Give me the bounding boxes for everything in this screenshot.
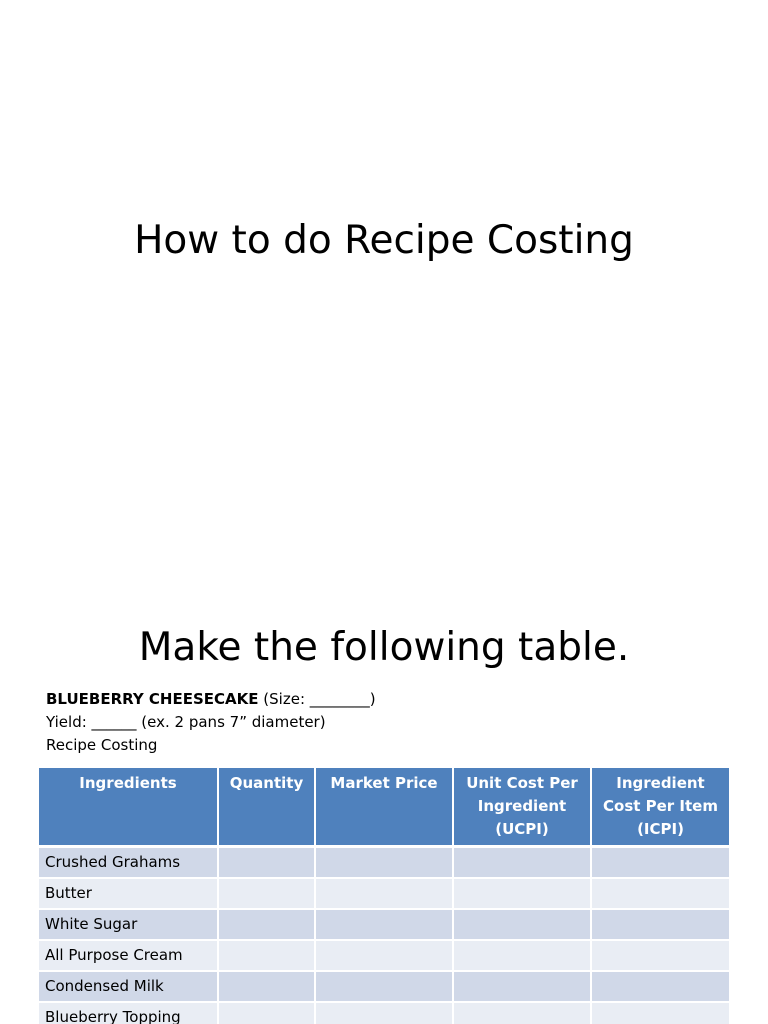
- table-row: [39, 971, 729, 1002]
- header-icpi: Ingredient Cost Per Item (ICPI): [591, 768, 729, 847]
- table-row: [39, 909, 729, 940]
- ucpi-cell: [453, 878, 591, 909]
- market-price-cell: [315, 1002, 453, 1024]
- ingredient-cell: White Sugar: [39, 909, 218, 940]
- header-market-price: Market Price: [315, 768, 453, 847]
- recipe-name-line: [46, 688, 376, 711]
- quantity-cell: [218, 971, 315, 1002]
- icpi-cell: [591, 847, 729, 879]
- icpi-cell: [591, 940, 729, 971]
- table-row: [39, 1002, 729, 1024]
- quantity-cell: [218, 940, 315, 971]
- table-row: [39, 940, 729, 971]
- ucpi-cell: [453, 940, 591, 971]
- quantity-cell: [218, 878, 315, 909]
- recipe-costing-table: [39, 768, 729, 1024]
- recipe-size: (Size: ________): [258, 690, 376, 708]
- ingredient-cell: Butter: [39, 878, 218, 909]
- ingredient-cell: Condensed Milk: [39, 971, 218, 1002]
- market-price-cell: [315, 847, 453, 879]
- header-ingredients: Ingredients: [39, 768, 218, 847]
- icpi-cell: [591, 1002, 729, 1024]
- recipe-info: [46, 688, 376, 757]
- ucpi-cell: [453, 909, 591, 940]
- quantity-cell: [218, 847, 315, 879]
- ucpi-cell: [453, 847, 591, 879]
- header-quantity: Quantity: [218, 768, 315, 847]
- quantity-cell: [218, 909, 315, 940]
- slide-title: How to do Recipe Costing: [134, 218, 634, 263]
- table-row: [39, 878, 729, 909]
- icpi-cell: [591, 909, 729, 940]
- header-ucpi: Unit Cost Per Ingredient (UCPI): [453, 768, 591, 847]
- market-price-cell: [315, 909, 453, 940]
- quantity-cell: [218, 1002, 315, 1024]
- market-price-cell: [315, 878, 453, 909]
- ingredient-cell: Crushed Grahams: [39, 847, 218, 879]
- market-price-cell: [315, 971, 453, 1002]
- ucpi-cell: [453, 971, 591, 1002]
- table-row: [39, 847, 729, 879]
- table-header-row: [39, 768, 729, 847]
- slide-title-table: Make the following table.: [138, 625, 630, 670]
- ucpi-cell: [453, 1002, 591, 1024]
- recipe-costing-label: Recipe Costing: [46, 736, 158, 754]
- recipe-yield: Yield: ______ (ex. 2 pans 7” diameter): [46, 713, 326, 731]
- market-price-cell: [315, 940, 453, 971]
- recipe-name: BLUEBERRY CHEESECAKE: [46, 690, 259, 708]
- icpi-cell: [591, 971, 729, 1002]
- icpi-cell: [591, 878, 729, 909]
- ingredient-cell: Blueberry Topping: [39, 1002, 218, 1024]
- ingredient-cell: All Purpose Cream: [39, 940, 218, 971]
